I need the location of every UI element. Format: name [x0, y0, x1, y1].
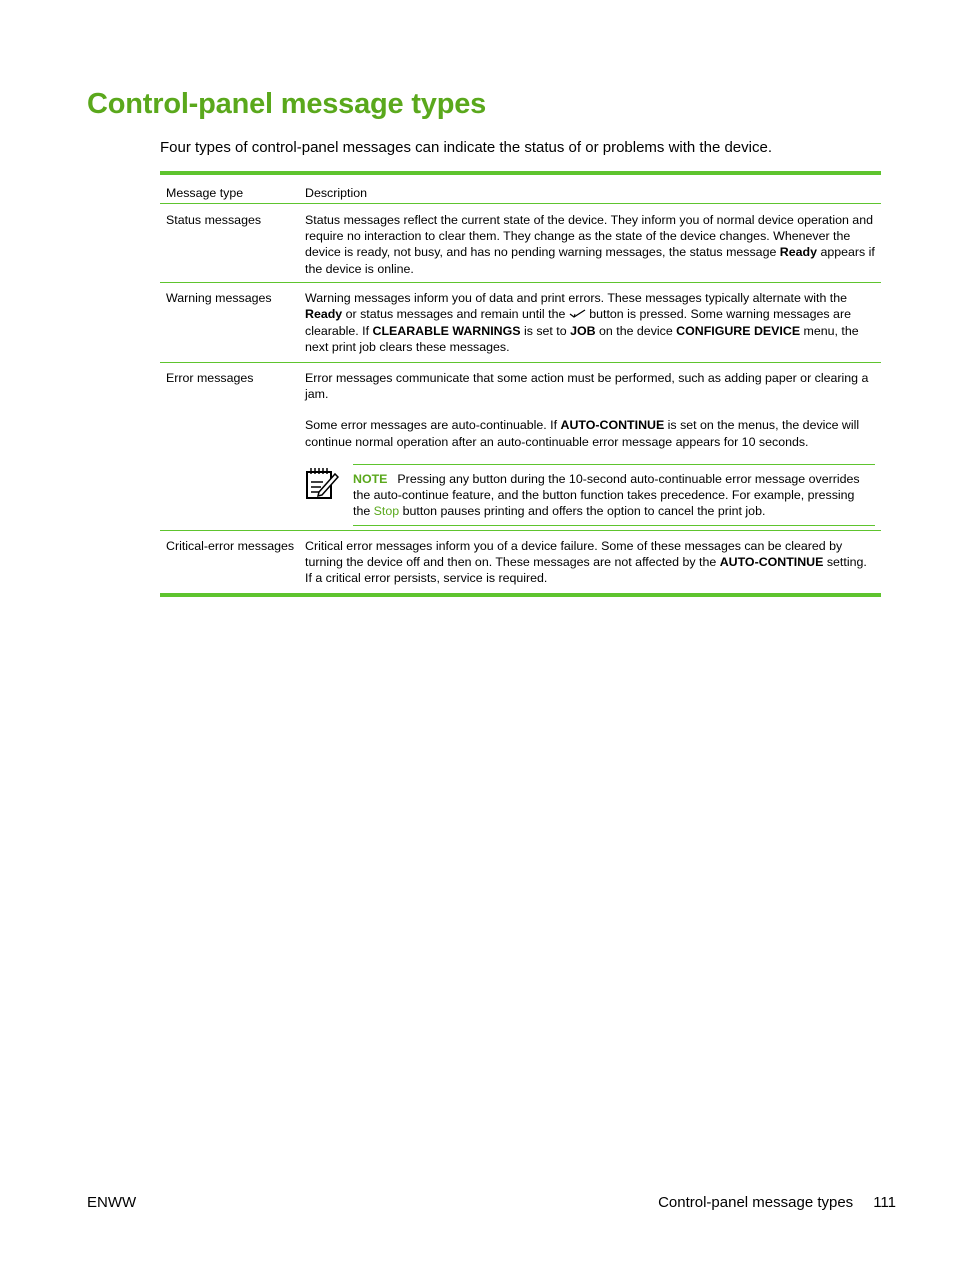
page-title: Control-panel message types — [87, 88, 487, 120]
row-critical-description: Critical error messages inform you of a device failure. Some of these messages can be cleared by turning the device off and then on. These messages are not affected by the AUTO-CONTINUE setting. If a critical error persists, service is required. — [305, 539, 867, 586]
row-status-type: Status messages — [166, 213, 262, 227]
stop-button-reference: Stop — [373, 504, 400, 519]
row-error-description — [305, 370, 881, 530]
intro-paragraph: Four types of control-panel messages can indicate the status of or problems with the device. — [160, 139, 772, 156]
row-warning-type: Warning messages — [166, 291, 272, 305]
row-warning-description: Warning messages inform you of data and print errors. These messages typically alternate with the Ready or status messages and remain until the button is pressed. Some warning messages are clearable. If CLEARABLE WARNINGS is set to JOB on the device CONFIGURE DEVICE menu, the next print job clears these messages. — [305, 291, 859, 355]
footer-section — [658, 1194, 896, 1211]
table-row-error — [160, 363, 881, 531]
message-types-table — [160, 171, 881, 597]
table-row-warning — [160, 283, 881, 363]
note-label: NOTE — [353, 471, 388, 486]
note-box — [305, 464, 875, 527]
row-status-description: Status messages reflect the current state of the device. They inform you of normal device operation and require no interaction to clear them. They change as the state of the device changes. Whenever the device is ready, not busy, and has no pending warning messages, the status message Ready appears if the device is online. — [305, 213, 875, 276]
header-message-type: Message type — [166, 186, 244, 200]
note-pad-icon — [305, 464, 353, 527]
header-description: Description — [305, 186, 367, 200]
table-header-row — [160, 175, 881, 204]
row-error-type: Error messages — [166, 371, 254, 385]
footer-enww: ENWW — [87, 1194, 137, 1211]
table-row-critical — [160, 531, 881, 593]
checkmark-icon — [569, 307, 586, 323]
footer-section-title: Control-panel message types — [658, 1194, 854, 1211]
page-number: 111 — [873, 1194, 896, 1211]
table-row-status — [160, 204, 881, 283]
row-critical-type: Critical-error messages — [166, 539, 295, 553]
error-paragraph-2: Some error messages are auto-continuable. If AUTO-CONTINUE is set on the menus, the device will continue normal operation after an auto-continuable error message appears for 10 seconds. — [305, 418, 860, 449]
note-text: NOTE Pressing any button during the 10-second auto-continuable error message overrides the auto-continue feature, and the button function takes precedence. For example, pressing the Stop button pauses printing and offers the option to cancel the print job. — [353, 464, 875, 527]
error-paragraph-1: Error messages communicate that some action must be performed, such as adding paper or clearing a jam. — [305, 371, 869, 402]
